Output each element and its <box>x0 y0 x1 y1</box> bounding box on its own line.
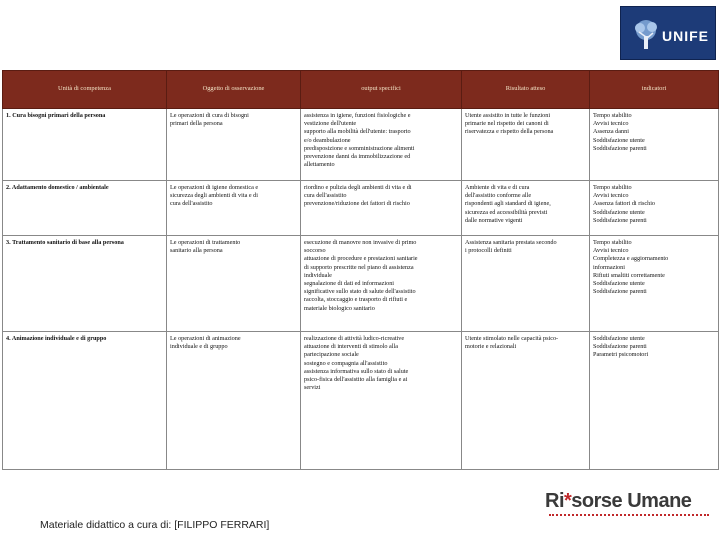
cell-line: Ambiente di vita e di cura <box>465 184 530 191</box>
cell-line: predisposizione e somministrazione alimenti <box>304 144 415 152</box>
unife-brand-text: UNIFE <box>662 28 709 44</box>
cell-line: Soddisfazione parenti <box>593 216 647 224</box>
cell-line: Assistenza sanitaria prestata secondo <box>465 239 557 246</box>
cell-result <box>462 181 590 236</box>
cell-line: materiale biologico sanitario <box>304 304 375 312</box>
cell-line: Soddisfazione utente <box>593 335 645 342</box>
cell-line: informazioni <box>593 263 625 271</box>
cell-result <box>462 109 590 181</box>
risorse-umane-logo <box>545 490 715 526</box>
cell-line: primari della persona <box>170 120 223 128</box>
cell-line: Le operazioni di animazione <box>170 335 241 342</box>
cell-line: attuazione di procedure e prestazioni sanitarie <box>304 255 418 263</box>
cell-line: Soddisfazione utente <box>593 279 645 287</box>
footer-credit: Materiale didattico a cura di: [FILIPPO FERRARI] <box>40 519 270 531</box>
cell-line: e/o deambulazione <box>304 136 351 144</box>
cell-line: Le operazioni di igiene domestica e <box>170 184 259 191</box>
header-outputs: output specifici <box>301 71 462 109</box>
cell-line: soccorso <box>304 247 326 255</box>
table-row <box>3 332 719 470</box>
cell-line: significative sullo stato di salute dell'assistito <box>304 288 416 296</box>
cell-indicators <box>590 332 719 470</box>
cell-line: Utente assistito in tutte le funzioni <box>465 112 551 119</box>
cell-line: sicurezza ed accessibilità previsti <box>465 208 548 216</box>
cell-line: realizzazione di attività ludico-ricreative <box>304 335 405 342</box>
cell-line: Utente stimolato nelle capacità psico- <box>465 335 559 342</box>
cell-line: cura dell'assistito <box>304 192 347 200</box>
competence-table <box>2 70 719 470</box>
cell-line: Soddisfazione utente <box>593 208 645 216</box>
cell-object <box>167 181 301 236</box>
cell-line: Soddisfazione utente <box>593 136 645 144</box>
logo-underline <box>549 514 709 518</box>
tree-icon <box>631 19 661 51</box>
cell-line: Completezza e aggiornamento <box>593 255 669 263</box>
cell-line: assistenza informativa sullo stato di salute <box>304 367 409 375</box>
header-indicators: indicatori <box>590 71 719 109</box>
table-row <box>3 181 719 236</box>
cell-line: Tempo stabilito <box>593 112 632 119</box>
header-unit: Unità di competenza <box>3 71 167 109</box>
cell-outputs <box>301 181 462 236</box>
cell-unit: 1. Cura bisogni primari della persona <box>3 109 167 181</box>
cell-line: riservatezza e rispetto della persona <box>465 128 554 136</box>
cell-line: Soddisfazione parenti <box>593 343 647 351</box>
header-result: Risultato atteso <box>462 71 590 109</box>
cell-indicators <box>590 236 719 332</box>
unife-logo <box>620 6 716 60</box>
cell-unit: 4. Animazione individuale e di gruppo <box>3 332 167 470</box>
cell-line: prevenzione/riduzione dei fattori di rischio <box>304 200 410 208</box>
cell-indicators <box>590 181 719 236</box>
cell-line: Assenza fattori di rischio <box>593 200 656 208</box>
cell-line: Rifiuti smaltiti correttamente <box>593 271 665 279</box>
cell-line: Soddisfazione parenti <box>593 144 647 152</box>
cell-line: servizi <box>304 384 321 392</box>
cell-line: assistenza in igiene, funzioni fisiologiche e <box>304 112 411 119</box>
cell-line: sicurezza degli ambienti di vita e di <box>170 192 258 200</box>
cell-line: dell'assistito conforme alle <box>465 192 532 200</box>
cell-line: Le operazioni di trattamento <box>170 239 241 246</box>
cell-object <box>167 236 301 332</box>
cell-line: di supporto prescritte nel piano di assistenza <box>304 263 414 271</box>
cell-line: Avvisi tecnico <box>593 192 629 200</box>
header-object: Oggetto di osservazione <box>167 71 301 109</box>
risorse-umane-wordmark <box>545 490 691 513</box>
cell-line: riordino e pulizia degli ambienti di vita e di <box>304 184 412 191</box>
cell-line: raccolta, stoccaggio e trasporto di rifiuti e <box>304 296 408 304</box>
cell-line: rispondenti agli standard di igiene, <box>465 200 551 208</box>
cell-object <box>167 332 301 470</box>
table-row <box>3 109 719 181</box>
cell-line: psico-fisica dell'assistito alla famiglia e ai <box>304 375 408 383</box>
cell-line: dalle normative vigenti <box>465 216 523 224</box>
cell-line: Parametri psicomotori <box>593 351 649 359</box>
cell-line: Tempo stabilito <box>593 184 632 191</box>
cell-unit: 3. Trattamento sanitario di base alla persona <box>3 236 167 332</box>
cell-line: attuazione di interventi di stimolo alla <box>304 343 398 351</box>
cell-line: Soddisfazione parenti <box>593 288 647 296</box>
cell-line: partecipazione sociale <box>304 351 359 359</box>
cell-line: Avvisi tecnico <box>593 120 629 128</box>
cell-result <box>462 332 590 470</box>
cell-line: primarie nel rispetto dei canoni di <box>465 120 549 128</box>
cell-line: prevenzione danni da immobilizzazione ed <box>304 152 411 160</box>
wordmark-suffix: sorse Umane <box>571 490 692 512</box>
cell-object <box>167 109 301 181</box>
cell-line: individuale e di gruppo <box>170 343 228 351</box>
cell-line: sanitario alla persona <box>170 247 223 255</box>
cell-outputs <box>301 332 462 470</box>
cell-unit: 2. Adattamento domestico / ambientale <box>3 181 167 236</box>
cell-line: individuale <box>304 271 332 279</box>
table-row <box>3 236 719 332</box>
cell-outputs <box>301 109 462 181</box>
table-header-row <box>3 71 719 109</box>
cell-line: cura dell'assistito <box>170 200 213 208</box>
cell-outputs <box>301 236 462 332</box>
cell-line: vestizione dell'utente <box>304 120 357 128</box>
cell-line: motorie e relazionali <box>465 343 517 351</box>
cell-line: Avvisi tecnico <box>593 247 629 255</box>
cell-line: i protocolli definiti <box>465 247 512 255</box>
wordmark-prefix: Ri <box>545 490 564 512</box>
cell-line: sostegno e compagnia all'assistito <box>304 359 388 367</box>
cell-line: supporto alla mobilità dell'utente: trasporto <box>304 128 411 136</box>
cell-result <box>462 236 590 332</box>
star-icon: * <box>564 490 572 512</box>
cell-line: allettamento <box>304 161 335 169</box>
cell-line: esecuzione di manovre non invasive di primo <box>304 239 417 246</box>
cell-indicators <box>590 109 719 181</box>
cell-line: Assenza danni <box>593 128 629 136</box>
cell-line: segnalazione di dati ed informazioni <box>304 279 395 287</box>
cell-line: Le operazioni di cura di bisogni <box>170 112 249 119</box>
cell-line: Tempo stabilito <box>593 239 632 246</box>
